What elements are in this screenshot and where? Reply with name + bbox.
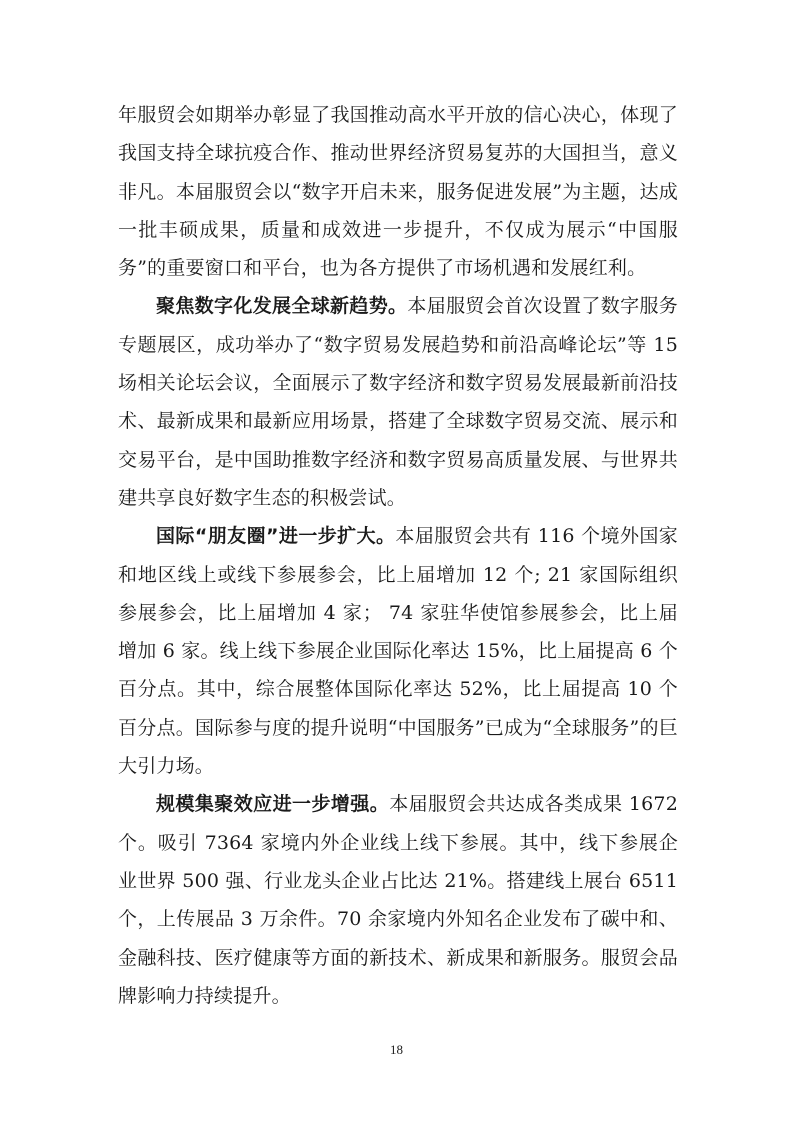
paragraph-heading: 聚焦数字化发展全球新趋势。 [156,295,408,318]
paragraph-scale [118,785,678,1015]
paragraph-text: 本届服贸会共有 116 个境外国家和地区线上或线下参展参会，比上届增加 12 个; 21 家国际组织参展参会，比上届增加 4 家； 74 家驻华使馆参展参会，比上届增加 6 家。线上线下参展企业国际化率达 15%，比上届提高 6 个百分点。其中，综合展整体国际化率达 52%，比上届提高 10 个百分点。国际参与度的提升说明“中国服务”已成为“全球服务”的巨大引力场。 [118,525,679,778]
paragraph-text: 本届服贸会首次设置了数字服务专题展区，成功举办了“数字贸易发展趋势和前沿高峰论坛”等 15 场相关论坛会议，全面展示了数字经济和数字贸易发展最新前沿技术、最新成果和最新应用场景，搭建了全球数字贸易交流、展示和交易平台，是中国助推数字经济和数字贸易高质量发展、与世界共建共享良好数字生态的积极尝试。 [118,295,678,509]
paragraph-digital [118,287,678,517]
paragraph-text: 年服贸会如期举办彰显了我国推动高水平开放的信心决心，体现了我国支持全球抗疫合作、推动世界经济贸易复苏的大国担当，意义非凡。本届服贸会以“数字开启未来，服务促进发展”为主题，达成一批丰硕成果，质量和成效进一步提升，不仅成为展示“中国服务”的重要窗口和平台，也为各方提供了市场机遇和发展红利。 [118,104,678,280]
paragraph-text: 本届服贸会共达成各类成果 1672 个。吸引 7364 家境内外企业线上线下参展。其中，线下参展企业世界 500 强、行业龙头企业占比达 21%。搭建线上展台 6511 个，上传展品 3 万余件。70 余家境内外知名企业发布了碳中和、金融科技、医疗健康等方面的新技术、新成果和新服务。服贸会品牌影响力持续提升。 [118,793,678,1007]
paragraph-heading: 国际“朋友圈”进一步扩大。 [156,525,396,548]
document-body [118,96,678,1015]
paragraph-heading: 规模集聚效应进一步增强。 [156,793,390,816]
paragraph-international [118,517,678,785]
paragraph-intro [118,96,678,287]
page-number: 18 [390,1042,403,1057]
